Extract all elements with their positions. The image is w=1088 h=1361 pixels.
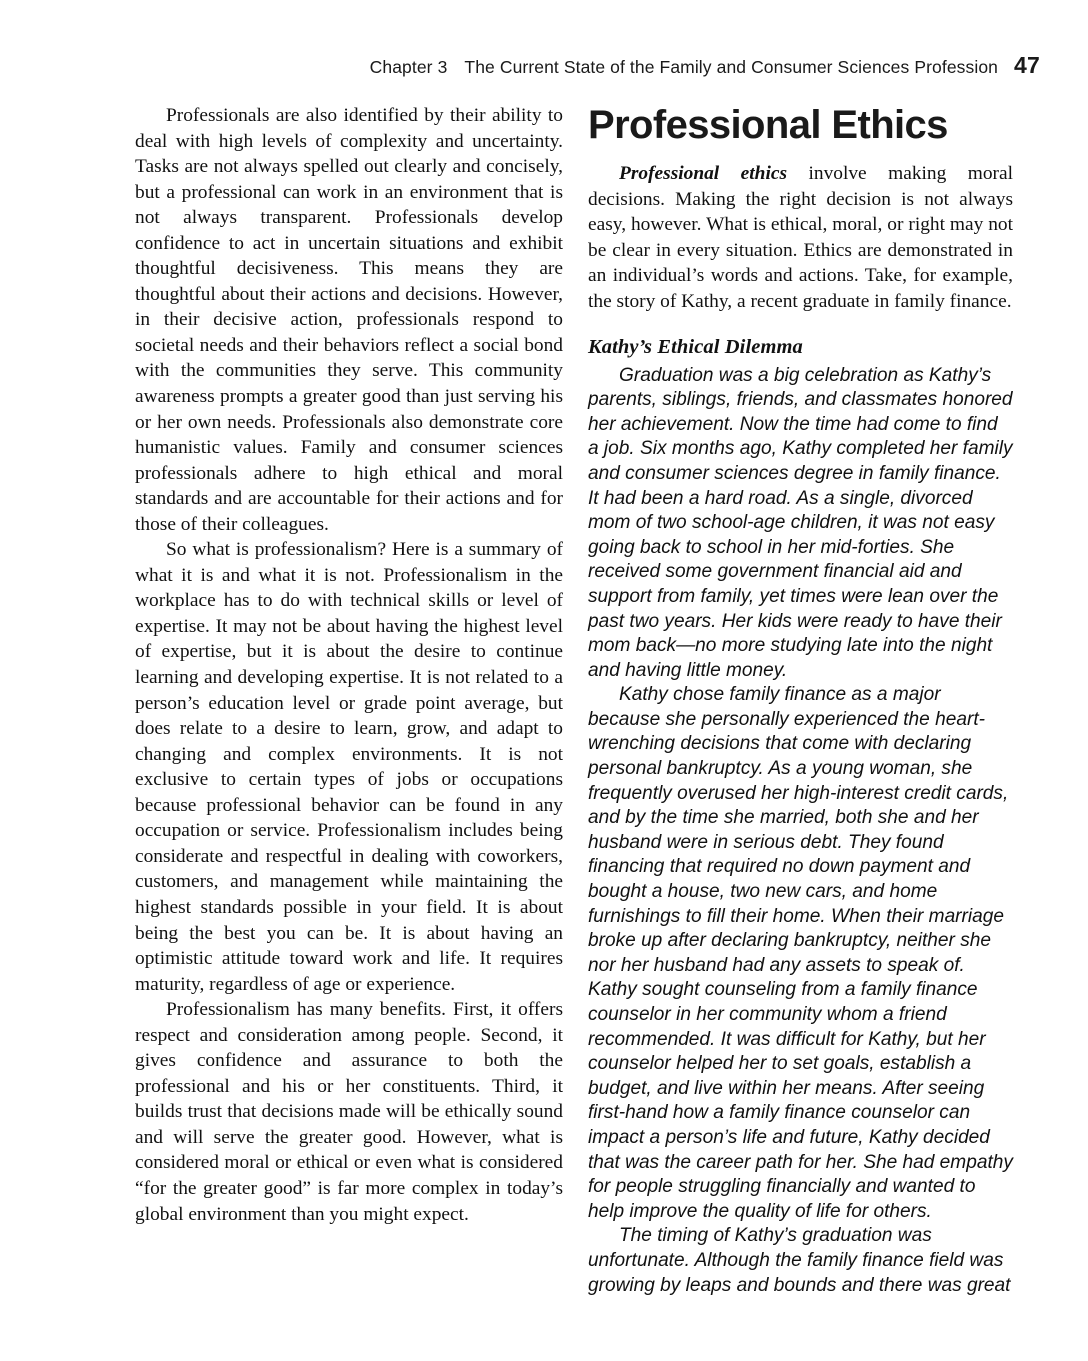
- two-column-body: [135, 103, 1040, 1296]
- paragraph: [588, 161, 1013, 315]
- sub-heading: Kathy’s Ethical Dilemma: [588, 335, 803, 358]
- lead-paragraph-text: involve making moral decisions. Making the right decision is not always easy, however. What is ethical, moral, or right may not be clear in every situation. Ethics are demonstrated in an individual’s words and actions. Take, for example, the story of Kathy, a recent graduate in family finance.: [588, 163, 1013, 312]
- running-head-chapter: Chapter 3: [369, 57, 448, 77]
- lead-paragraph-block: [588, 161, 1013, 315]
- paragraph: Professionals are also identified by their ability to deal with high levels of complexity and uncertainty. Tasks are not always spelled out clearly and concisely, but a professional can work in an environment that is not always transparent. Professionals develop confidence to act in uncertain situations and exhibit thoughtful decisiveness. This means they are thoughtful about their actions and decisions. However, in their decisive action, professionals respond to societal needs and their behaviors reflect a social bond with the communities they serve. This community awareness prompts a greater good than just serving his or her own needs. Professionals also demonstrate core humanistic values. Family and consumer sciences professionals adhere to high ethical and moral standards and are accountable for their actions and for those of their colleagues.: [135, 105, 563, 535]
- paragraph: The timing of Kathy’s graduation was unfortunate. Although the family finance field was growing by leaps and bounds and there was great: [588, 1225, 1011, 1296]
- paragraph: So what is professionalism? Here is a summary of what it is and what it is not. Professionalism in the workplace has to do with technical skills or level of expertise. It may not be about having the highest level of expertise, but it is about the desire to continue learning and developing expertise. It is not related to a person’s education level or grade point average, but does relate to a desire to learn, grow, and adapt to changing and complex environments. It is not exclusive to certain types of jobs or occupations because professional behavior can be found in any occupation or service. Professionalism includes being considerate and respectful in dealing with coworkers, customers, and management while maintaining the highest standards possible in your field. It is about being the best you can be. It is about having an optimistic attitude toward work and life. It requires maturity, regardless of age or experience.: [135, 539, 563, 995]
- running-head: [135, 52, 1040, 82]
- right-column: [588, 103, 1013, 1296]
- paragraph: Kathy chose family finance as a major because she personally experienced the heart-wrenching decisions that come with declaring personal bankruptcy. As a young woman, she frequently overused her high-interest credit cards, and by the time she married, both she and her husband were in serious debt. They found financing that required no down payment and bought a house, two new cars, and home furnishings to fill their home. When their marriage broke up after declaring bankruptcy, neither she nor her husband had any assets to speak of. Kathy sought counseling from a family finance counselor in her community whom a friend recommended. It was difficult for Kathy, but her counselor helped her to set goals, establish a budget, and live within her means. After seeing first-hand how a family finance counselor can impact a person’s life and future, Kathy decided that was the career path for her. She had empathy for people struggling financially and wanted to help improve the quality of life for others.: [588, 684, 1013, 1222]
- page-number: 47: [1014, 52, 1040, 78]
- paragraph: Graduation was a big celebration as Kathy’s parents, siblings, friends, and classmates honored her achievement. Now the time had come to find a job. Six months ago, Kathy completed her family and consumer sciences degree in family finance. It had been a hard road. As a single, divorced mom of two school-age children, it was not easy going back to school in her mid-forties. She received some government financial aid and support from family, yet times were lean over the past two years. Her kids were ready to have their mom back—no more studying late into the night and having little money.: [588, 364, 1013, 681]
- story-block: [588, 364, 1013, 1299]
- left-column: [135, 103, 563, 1288]
- running-head-title: The Current State of the Family and Consumer Sciences Profession: [464, 57, 999, 77]
- paragraph: Professionalism has many benefits. First, it offers respect and consideration among people. Second, it gives confidence and assurance to both the professional and his or her constituents. Third, it builds trust that decisions made will be ethically sound and will serve the greater good. However, what is considered moral or ethical or even what is considered “for the greater good” is far more complex in today’s global environment than you might expect.: [135, 999, 563, 1225]
- key-term: Professional ethics: [619, 163, 787, 184]
- section-heading: Professional Ethics: [588, 103, 948, 147]
